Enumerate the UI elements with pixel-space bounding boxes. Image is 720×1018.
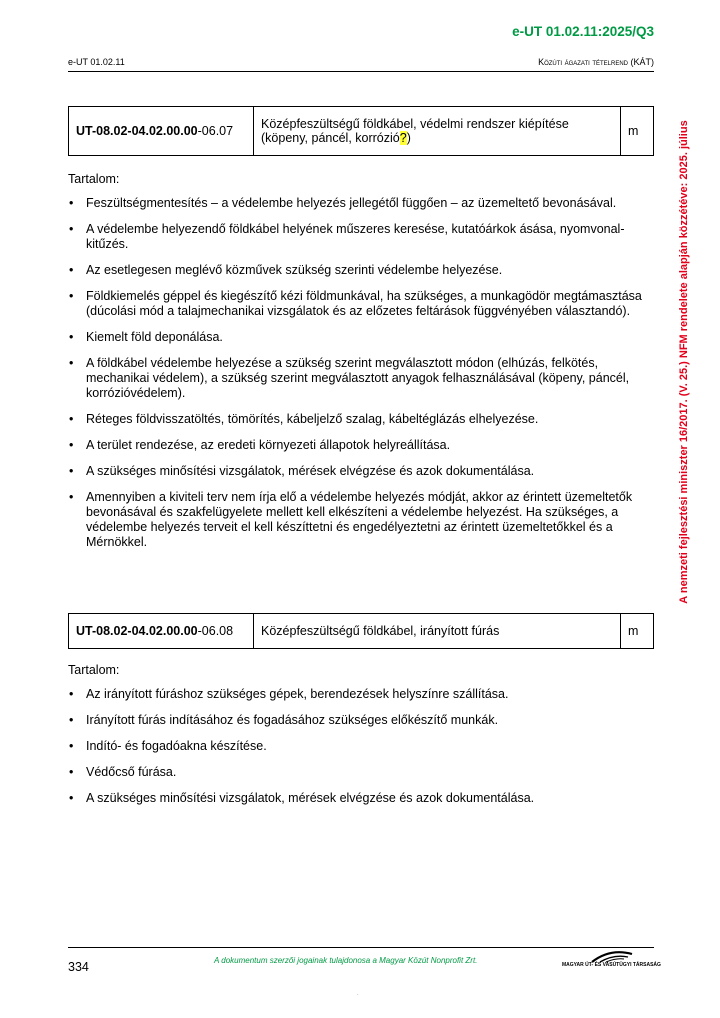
content-heading: Tartalom: — [68, 172, 120, 186]
item-unit: m — [621, 107, 654, 156]
item-description: Középfeszültségű földkábel, irányított fúrás — [254, 614, 621, 649]
item-code: UT-08.02-04.02.00.00-06.07 — [69, 107, 254, 156]
list-item: • Az esetlegesen meglévő közművek szükség szerinti védelembe helyezése. — [69, 263, 503, 277]
item-table-1 — [68, 106, 654, 156]
list-item: • Védőcső fúrása. — [69, 765, 177, 779]
list-item: • Irányított fúrás indításához és fogadásához szükséges előkészítő munkák. — [69, 713, 499, 727]
item-unit: m — [621, 614, 654, 649]
list-item: • Feszültségmentesítés – a védelembe helyezés jellegétől függően – az üzemeltető bevonásával. — [69, 196, 617, 210]
highlight-mark: ? — [399, 131, 407, 145]
list-item: • A védelembe helyezendő földkábel helyének műszeres keresése, kutatóárkok ásása, nyomvonal-kitűzés. — [69, 222, 625, 251]
list-item: • Földkiemelés géppel és kiegészítő kézi földmunkával, ha szükséges, a munkagödör megtámasztása (dúcolási mód a talajmechanikai vizsgálatok és az előzetes feltárások függvényében választandó). — [69, 289, 642, 318]
document-id: e-UT 01.02.11:2025/Q3 — [512, 24, 654, 39]
content-heading: Tartalom: — [68, 663, 120, 677]
side-note — [676, 97, 692, 627]
list-item: • A földkábel védelembe helyezése a szükség szerint megválasztott módon (elhúzás, felkötés, mechanikai védelem), a szükség szerint megválasztott anyagok felhasználásával (köpeny, páncél, korrózióvédelem). — [69, 356, 630, 400]
item-table-2 — [68, 613, 654, 649]
bullet-list — [68, 687, 658, 806]
running-header-left: e-UT 01.02.11 — [68, 57, 125, 67]
list-item: • A terület rendezése, az eredeti környezeti állapotok helyreállítása. — [69, 438, 451, 452]
page-mark: . — [357, 991, 359, 997]
copyright-note: A dokumentum szerzői jogainak tulajdonosa a Magyar Közút Nonprofit Zrt. — [214, 956, 478, 965]
list-item: • Amennyiben a kiviteli terv nem írja elő a védelembe helyezés módját, akkor az érintett üzemeltetők bevonásával és szakfelügyelete mellett kell elkészíteni a védelembe helyezést. Ha szükséges, a védelembe helyezés terveit el kell készíttetni és engedélyeztetni az érintett üzemeltetőkkel és a Mérnökkel. — [69, 490, 633, 549]
item-content-2 — [68, 663, 658, 817]
running-header-right: Közúti ágazati tételrend (KÁT) — [538, 57, 654, 67]
bullet-list — [68, 196, 658, 550]
item-code: UT-08.02-04.02.00.00-06.08 — [69, 614, 254, 649]
side-note-text: A nemzeti fejlesztési miniszter 16/2017. (V. 25.) NFM rendelete alapján közzétéve: 2025. július — [678, 120, 690, 604]
list-item: • Réteges földvisszatöltés, tömörítés, kábeljelző szalag, kábeltéglázás elhelyezése. — [69, 412, 539, 426]
list-item: • Kiemelt föld deponálása. — [69, 330, 223, 344]
page-number: 334 — [68, 960, 89, 974]
list-item: • A szükséges minősítési vizsgálatok, mérések elvégzése és azok dokumentálása. — [69, 464, 535, 478]
company-logo-icon — [562, 948, 654, 972]
list-item: • A szükséges minősítési vizsgálatok, mérések elvégzése és azok dokumentálása. — [69, 791, 535, 805]
list-item: • Indító- és fogadóakna készítése. — [69, 739, 267, 753]
running-header — [68, 57, 654, 72]
logo-text: MAGYAR ÚT- ÉS VASÚTÜGYI TÁRSASÁG — [562, 962, 661, 968]
list-item: • Az irányított fúráshoz szükséges gépek, berendezések helyszínre szállítása. — [69, 687, 509, 701]
item-content-1 — [68, 172, 658, 561]
item-description: Középfeszültségű földkábel, védelmi rendszer kiépítése (köpeny, páncél, korrózió?) — [254, 107, 621, 156]
